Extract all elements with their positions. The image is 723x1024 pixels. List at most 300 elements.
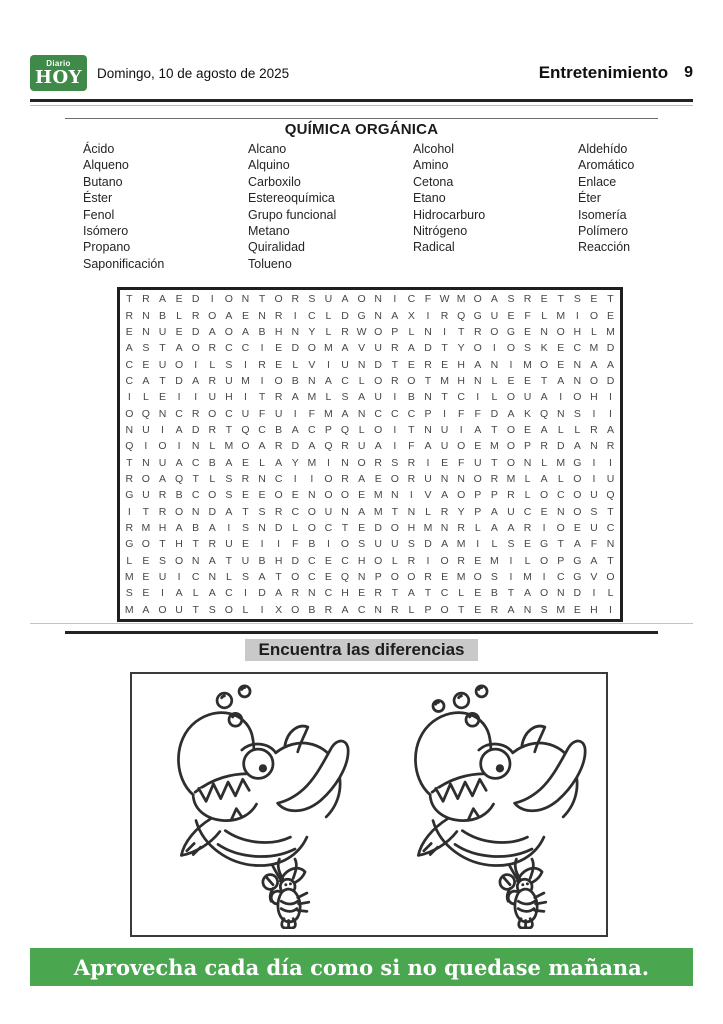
wordsearch-title: QUÍMICA ORGÁNICA — [284, 121, 439, 138]
grid-letter: O — [540, 554, 549, 567]
grid-letter: R — [391, 603, 399, 616]
grid-letter: A — [540, 391, 548, 404]
quote-text: Aprovecha cada día como si no quedase mañana. — [73, 954, 650, 980]
grid-letter: N — [440, 472, 449, 485]
grid-letter: R — [374, 587, 382, 600]
grid-letter: M — [456, 538, 466, 551]
grid-letter: U — [241, 407, 250, 420]
quote-banner — [30, 948, 693, 986]
grid-letter: E — [142, 571, 150, 584]
word-item: Enlace — [578, 174, 617, 189]
grid-letter: O — [274, 489, 283, 502]
grid-letter: A — [208, 554, 216, 567]
grid-letter: L — [541, 309, 548, 322]
grid-letter: B — [258, 325, 266, 338]
grid-letter: B — [158, 309, 166, 322]
grid-letter: H — [457, 374, 465, 387]
grid-letter: I — [609, 456, 612, 469]
grid-letter: E — [524, 538, 532, 551]
grid-letter: M — [489, 554, 499, 567]
grid-letter: A — [324, 374, 332, 387]
word-item: Ácido — [83, 142, 115, 156]
grid-letter: M — [556, 309, 566, 322]
grid-letter: F — [524, 309, 531, 322]
grid-letter: N — [357, 407, 366, 420]
grid-letter: I — [492, 342, 496, 355]
grid-letter: F — [424, 293, 432, 306]
grid-letter: I — [592, 587, 596, 600]
grid-letter: L — [458, 587, 465, 600]
grid-letter: M — [523, 358, 532, 371]
page-header — [30, 53, 693, 93]
grid-letter: I — [243, 391, 247, 404]
grid-letter: I — [293, 309, 297, 322]
grid-letter: H — [341, 587, 349, 600]
grid-letter: T — [159, 342, 166, 355]
grid-letter: I — [260, 342, 264, 355]
grid-letter: D — [291, 554, 300, 567]
grid-letter: R — [208, 538, 217, 551]
grid-letter: O — [490, 325, 499, 338]
grid-letter: K — [524, 407, 532, 420]
grid-letter: U — [158, 325, 167, 338]
grid-letter: T — [507, 587, 515, 600]
word-item: Etano — [413, 191, 446, 206]
word-item: Estereoquímica — [248, 191, 335, 206]
grid-letter: E — [524, 325, 532, 338]
grid-letter: H — [590, 603, 598, 616]
word-item: Hidrocarburo — [413, 207, 486, 222]
grid-letter: N — [258, 472, 266, 485]
grid-letter: M — [124, 571, 134, 584]
grid-letter: T — [491, 456, 498, 469]
grid-letter: A — [490, 293, 498, 306]
grid-letter: U — [158, 456, 167, 469]
grid-letter: R — [407, 554, 416, 567]
grid-letter: C — [308, 554, 316, 567]
grid-letter: C — [125, 374, 134, 387]
grid-letter: S — [507, 538, 515, 551]
grid-letter: A — [507, 603, 515, 616]
word-item: Fenol — [83, 207, 115, 222]
grid-letter: T — [225, 423, 233, 436]
grid-letter: R — [291, 293, 300, 306]
grid-letter: R — [191, 407, 200, 420]
grid-letter: E — [557, 358, 565, 371]
grid-letter: H — [274, 554, 283, 567]
grid-letter: K — [540, 342, 548, 355]
grid-letter: E — [507, 374, 515, 387]
grid-letter: H — [407, 521, 416, 534]
grid-letter: I — [194, 391, 198, 404]
grid-letter: I — [127, 391, 131, 404]
grid-letter: I — [575, 309, 579, 322]
differences-title: Encuentra las diferencias — [245, 639, 479, 661]
newspaper-logo — [30, 55, 87, 91]
differences-title-row — [0, 639, 723, 661]
grid-letter: O — [158, 603, 167, 616]
grid-letter: O — [141, 472, 150, 485]
grid-row — [121, 324, 619, 340]
grid-letter: L — [209, 358, 216, 371]
grid-letter: C — [191, 489, 200, 502]
grid-letter: A — [225, 505, 233, 518]
grid-letter: O — [506, 456, 516, 469]
grid-letter: R — [424, 571, 432, 584]
grid-letter: N — [440, 521, 449, 534]
grid-letter: M — [556, 456, 566, 469]
grid-letter: G — [573, 571, 582, 584]
grid-letter: N — [424, 325, 432, 338]
grid-letter: A — [208, 325, 216, 338]
grid-letter: H — [457, 358, 465, 371]
grid-letter: T — [457, 325, 465, 338]
logo-small-text: Diario — [46, 58, 71, 68]
grid-letter: A — [175, 423, 183, 436]
grid-letter: F — [457, 456, 465, 469]
grid-letter: U — [341, 358, 349, 371]
grid-letter: B — [258, 554, 266, 567]
grid-letter: N — [374, 603, 382, 616]
word-item: Aldehído — [578, 142, 628, 156]
grid-letter: O — [307, 521, 316, 534]
grid-letter: N — [374, 293, 382, 306]
grid-letter: N — [573, 358, 582, 371]
grid-letter: A — [441, 489, 449, 502]
grid-letter: O — [589, 309, 598, 322]
grid-letter: G — [473, 309, 482, 322]
grid-letter: N — [556, 407, 565, 420]
grid-letter: H — [357, 554, 366, 567]
grid-letter: T — [441, 342, 448, 355]
grid-letter: B — [192, 521, 200, 534]
grid-letter: S — [225, 489, 233, 502]
grid-letter: E — [474, 587, 482, 600]
grid-letter: C — [191, 571, 200, 584]
grid-letter: R — [440, 309, 449, 322]
grid-letter: T — [142, 505, 150, 518]
grid-letter: C — [556, 489, 565, 502]
grid-letter: D — [374, 358, 382, 371]
grid-letter: U — [374, 538, 382, 551]
grid-letter: X — [407, 309, 415, 322]
grid-letter: U — [523, 391, 532, 404]
grid-letter: C — [258, 423, 266, 436]
grid-letter: O — [506, 440, 516, 453]
grid-letter: A — [275, 587, 283, 600]
grid-letter: Y — [308, 325, 316, 338]
grid-letter: A — [474, 358, 482, 371]
grid-letter: N — [258, 521, 266, 534]
grid-letter: L — [358, 423, 365, 436]
grid-letter: V — [424, 489, 432, 502]
grid-letter: C — [308, 423, 316, 436]
grid-letter: R — [341, 440, 349, 453]
grid-letter: I — [227, 521, 231, 534]
grid-letter: A — [341, 603, 349, 616]
word-item: Nitrógeno — [413, 224, 468, 239]
grid-letter: Q — [606, 489, 615, 502]
grid-letter: O — [606, 571, 615, 584]
grid-letter: O — [208, 309, 217, 322]
grid-letter: R — [125, 472, 134, 485]
grid-letter: R — [274, 309, 283, 322]
grid-letter: U — [225, 538, 233, 551]
grid-letter: T — [126, 293, 133, 306]
grid-letter: I — [443, 325, 447, 338]
grid-letter: D — [606, 342, 615, 355]
grid-letter: R — [590, 423, 598, 436]
grid-letter: C — [606, 521, 615, 534]
grid-letter: T — [258, 391, 266, 404]
grid-letter: U — [208, 391, 217, 404]
grid-letter: I — [243, 358, 247, 371]
grid-letter: V — [358, 342, 366, 355]
grid-letter: L — [408, 325, 415, 338]
grid-letter: M — [373, 505, 383, 518]
word-item: Tolueno — [248, 256, 292, 271]
grid-letter: T — [192, 603, 199, 616]
grid-letter: A — [225, 309, 233, 322]
grid-letter: A — [490, 521, 498, 534]
grid-letter: E — [142, 554, 150, 567]
grid-letter: A — [175, 342, 183, 355]
grid-letter: T — [424, 587, 432, 600]
grid-row — [121, 438, 619, 454]
grid-letter: L — [325, 325, 332, 338]
grid-letter: N — [241, 293, 250, 306]
grid-letter: T — [258, 293, 266, 306]
grid-letter: T — [341, 521, 349, 534]
grid-letter: I — [243, 587, 247, 600]
grid-letter: I — [161, 587, 164, 600]
grid-letter: I — [559, 391, 563, 404]
logo-main-text: HOY — [34, 66, 83, 88]
grid-letter: O — [274, 293, 283, 306]
grid-letter: E — [241, 456, 249, 469]
grid-letter: A — [507, 407, 515, 420]
grid-letter: O — [573, 391, 582, 404]
grid-letter: H — [590, 391, 598, 404]
word-item: Isomería — [578, 207, 627, 222]
grid-letter: D — [291, 440, 300, 453]
grid-letter: N — [308, 374, 316, 387]
grid-letter: A — [540, 423, 548, 436]
grid-letter: D — [291, 342, 300, 355]
grid-letter: M — [506, 472, 516, 485]
grid-letter: C — [440, 587, 449, 600]
grid-letter: E — [524, 374, 532, 387]
grid-letter: S — [358, 538, 366, 551]
grid-letter: N — [391, 489, 399, 502]
grid-letter: C — [308, 571, 316, 584]
grid-letter: A — [441, 538, 449, 551]
grid-letter: G — [357, 309, 366, 322]
word-column — [248, 141, 413, 272]
grid-letter: C — [341, 374, 349, 387]
word-item: Amino — [413, 158, 449, 173]
grid-row — [121, 602, 619, 618]
grid-letter: A — [275, 456, 283, 469]
grid-letter: S — [225, 472, 233, 485]
grid-letter: I — [509, 571, 513, 584]
grid-letter: T — [391, 505, 398, 518]
grid-letter: N — [125, 423, 134, 436]
grid-letter: I — [161, 423, 164, 436]
grid-letter: U — [241, 554, 250, 567]
grid-letter: I — [542, 521, 546, 534]
grid-letter: O — [224, 325, 233, 338]
grid-letter: I — [592, 456, 596, 469]
grid-letter: R — [158, 489, 167, 502]
grid-letter: I — [260, 603, 264, 616]
word-item: Alquino — [248, 158, 290, 173]
grid-letter: I — [426, 309, 430, 322]
grid-letter: A — [308, 440, 316, 453]
grid-letter: I — [177, 440, 181, 453]
grid-letter: L — [408, 603, 415, 616]
grid-letter: I — [293, 407, 297, 420]
grid-letter: T — [441, 391, 448, 404]
grid-letter: O — [589, 374, 598, 387]
grid-letter: C — [274, 472, 283, 485]
word-item: Saponificación — [83, 256, 165, 271]
grid-letter: O — [374, 374, 383, 387]
wordsearch-title-rule — [65, 118, 658, 119]
grid-letter: E — [241, 309, 249, 322]
grid-letter: N — [606, 538, 615, 551]
grid-letter: E — [441, 358, 449, 371]
grid-letter: D — [341, 309, 349, 322]
grid-letter: I — [310, 472, 314, 485]
grid-letter: N — [590, 440, 598, 453]
grid-letter: O — [390, 472, 399, 485]
grid-letter: D — [606, 374, 615, 387]
grid-letter: U — [225, 374, 233, 387]
grid-letter: A — [590, 554, 598, 567]
differences-box — [130, 672, 608, 937]
grid-letter: X — [275, 603, 283, 616]
grid-letter: A — [158, 472, 166, 485]
grid-letter: I — [409, 489, 413, 502]
grid-letter: Q — [141, 407, 150, 420]
grid-letter: H — [573, 325, 582, 338]
grid-row — [121, 405, 619, 421]
grid-letter: L — [292, 358, 299, 371]
word-item: Polímero — [578, 224, 629, 239]
grid-letter: E — [175, 293, 183, 306]
grid-letter: O — [125, 407, 134, 420]
word-item: Reacción — [578, 240, 631, 255]
grid-letter: G — [573, 456, 582, 469]
grid-letter: Q — [241, 423, 250, 436]
grid-letter: R — [241, 472, 250, 485]
grid-bottom-rule-thick — [65, 631, 658, 634]
grid-letter: N — [308, 489, 316, 502]
grid-letter: N — [258, 309, 266, 322]
grid-letter: N — [142, 325, 150, 338]
extra-bubble-icon — [433, 700, 444, 711]
grid-letter: E — [291, 489, 299, 502]
grid-row — [121, 422, 619, 438]
grid-letter: L — [225, 571, 232, 584]
grid-letter: P — [490, 489, 498, 502]
grid-letter: Q — [540, 407, 549, 420]
grid-letter: U — [142, 489, 150, 502]
grid-letter: U — [158, 358, 167, 371]
grid-letter: R — [341, 472, 349, 485]
grid-letter: I — [609, 407, 612, 420]
grid-letter: L — [209, 472, 216, 485]
grid-letter: M — [324, 407, 333, 420]
grid-letter: P — [557, 554, 565, 567]
grid-letter: I — [393, 293, 397, 306]
grid-letter: E — [540, 293, 548, 306]
grid-letter: O — [291, 603, 300, 616]
grid-letter: L — [358, 374, 365, 387]
grid-letter: D — [191, 325, 200, 338]
differences-panel-right — [369, 674, 606, 935]
grid-letter: N — [208, 571, 217, 584]
grid-letter: A — [490, 505, 498, 518]
grid-letter: E — [474, 440, 482, 453]
grid-letter: U — [590, 521, 598, 534]
word-item: Aromático — [578, 158, 635, 173]
grid-letter: R — [324, 603, 333, 616]
grid-letter: R — [274, 440, 283, 453]
grid-letter: S — [507, 293, 515, 306]
grid-letter: Q — [340, 571, 350, 584]
grid-letter: O — [291, 571, 300, 584]
grid-letter: T — [607, 505, 614, 518]
grid-letter: A — [557, 374, 565, 387]
grid-letter: O — [274, 374, 283, 387]
grid-letter: R — [258, 358, 266, 371]
grid-letter: R — [291, 587, 300, 600]
grid-letter: I — [426, 456, 430, 469]
grid-letter: A — [125, 342, 133, 355]
grid-letter: U — [324, 293, 333, 306]
grid-letter: F — [457, 407, 465, 420]
grid-letter: D — [175, 374, 183, 387]
grid-letter: U — [473, 456, 482, 469]
grid-letter: I — [326, 358, 330, 371]
grid-letter: A — [258, 571, 266, 584]
grid-letter: L — [491, 538, 498, 551]
grid-letter: N — [540, 325, 548, 338]
edition-date: Domingo, 10 de agosto de 2025 — [97, 65, 290, 81]
grid-letter: S — [540, 603, 548, 616]
grid-letter: A — [474, 423, 482, 436]
word-item: Éter — [578, 191, 601, 206]
grid-letter: N — [490, 358, 499, 371]
grid-letter: E — [407, 358, 415, 371]
grid-letter: M — [606, 325, 615, 338]
grid-letter: B — [208, 456, 216, 469]
grid-letter: I — [426, 554, 430, 567]
grid-letter: U — [374, 342, 382, 355]
grid-letter: I — [476, 538, 480, 551]
grid-letter: E — [590, 293, 598, 306]
grid-letter: D — [490, 407, 499, 420]
grid-letter: R — [490, 603, 499, 616]
grid-letter: O — [357, 456, 366, 469]
grid-letter: R — [274, 391, 283, 404]
grid-letter: S — [490, 571, 498, 584]
grid-letter: L — [591, 325, 597, 338]
grid-letter: O — [340, 489, 350, 502]
grid-letter: C — [225, 342, 233, 355]
